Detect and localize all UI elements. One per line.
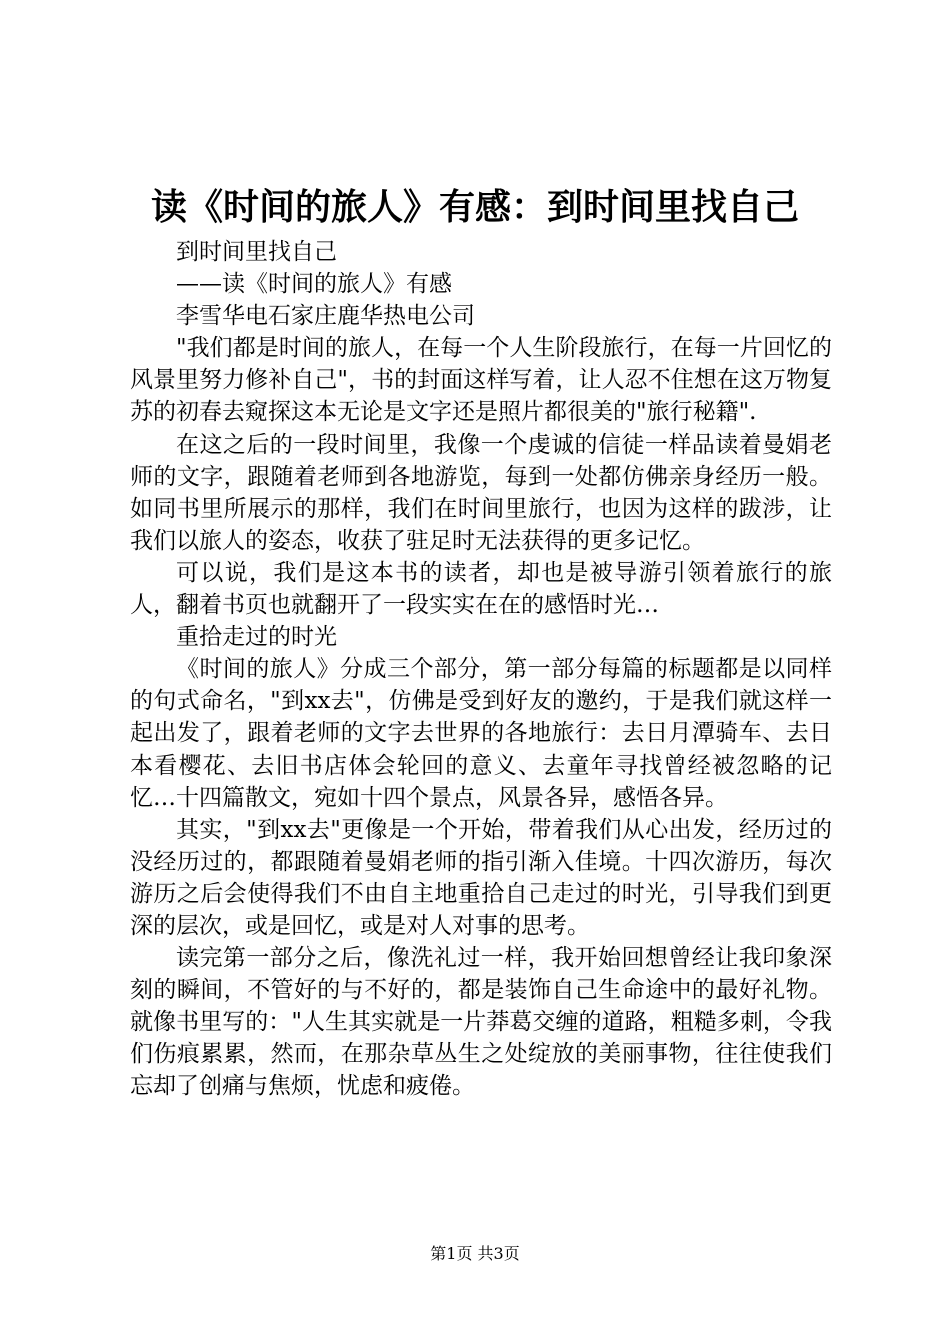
page-footer: 第1页 共3页 <box>430 1244 520 1263</box>
document-body <box>130 236 832 1103</box>
body-paragraph: 《时间的旅人》分成三个部分，第一部分每篇的标题都是以同样的句式命名，"到xx去"，仿佛是受到好友的邀约，于是我们就这样一起出发了，跟着老师的文字去世界的各地旅行：去日月潭骑车、去日本看樱花、去旧书店体会轮回的意义、去童年寻找曾经被忽略的记忆…十四篇散文，宛如十四个景点，风景各异，感悟各异。 <box>130 656 832 811</box>
body-paragraph: 可以说，我们是这本书的读者，却也是被导游引领着旅行的旅人，翻着书页也就翻开了一段实实在在的感悟时光… <box>130 559 832 619</box>
body-paragraph: 其实，"到xx去"更像是一个开始，带着我们从心出发，经历过的没经历过的，都跟随着曼娟老师的指引渐入佳境。十四次游历，每次游历之后会使得我们不由自主地重拾自己走过的时光，引导我们到更深的层次，或是回忆，或是对人对事的思考。 <box>130 816 832 939</box>
body-paragraph: "我们都是时间的旅人，在每一个人生阶段旅行，在每一片回忆的风景里努力修补自己"，书的封面这样写着，让人忍不住想在这万物复苏的初春去窥探这本无论是文字还是照片都很美的"旅行秘籍". <box>130 335 832 426</box>
subtitle-line: 到时间里找自己 <box>176 239 337 265</box>
subtitle-line: ——读《时间的旅人》有感 <box>176 271 452 298</box>
body-paragraph: 在这之后的一段时间里，我像一个虔诚的信徒一样品读着曼娟老师的文字，跟随着老师到各地游览，每到一处都仿佛亲身经历一般。如同书里所展示的那样，我们在时间里旅行，也因为这样的跋涉，让我们以旅人的姿态，收获了驻足时无法获得的更多记忆。 <box>130 431 832 554</box>
author-line: 李雪华电石家庄鹿华热电公司 <box>176 303 475 330</box>
section-heading: 重拾走过的时光 <box>176 624 337 651</box>
document-title: 读《时间的旅人》有感：到时间里找自己 <box>150 187 799 228</box>
body-paragraph: 读完第一部分之后，像洗礼过一样，我开始回想曾经让我印象深刻的瞬间，不管好的与不好的，都是装饰自己生命途中的最好礼物。就像书里写的："人生其实就是一片莽葛交缠的道路，粗糙多刺，令我们伤痕累累，然而，在那杂草丛生之处绽放的美丽事物，往往使我们忘却了创痛与焦烦，忧虑和疲倦。 <box>130 945 832 1100</box>
